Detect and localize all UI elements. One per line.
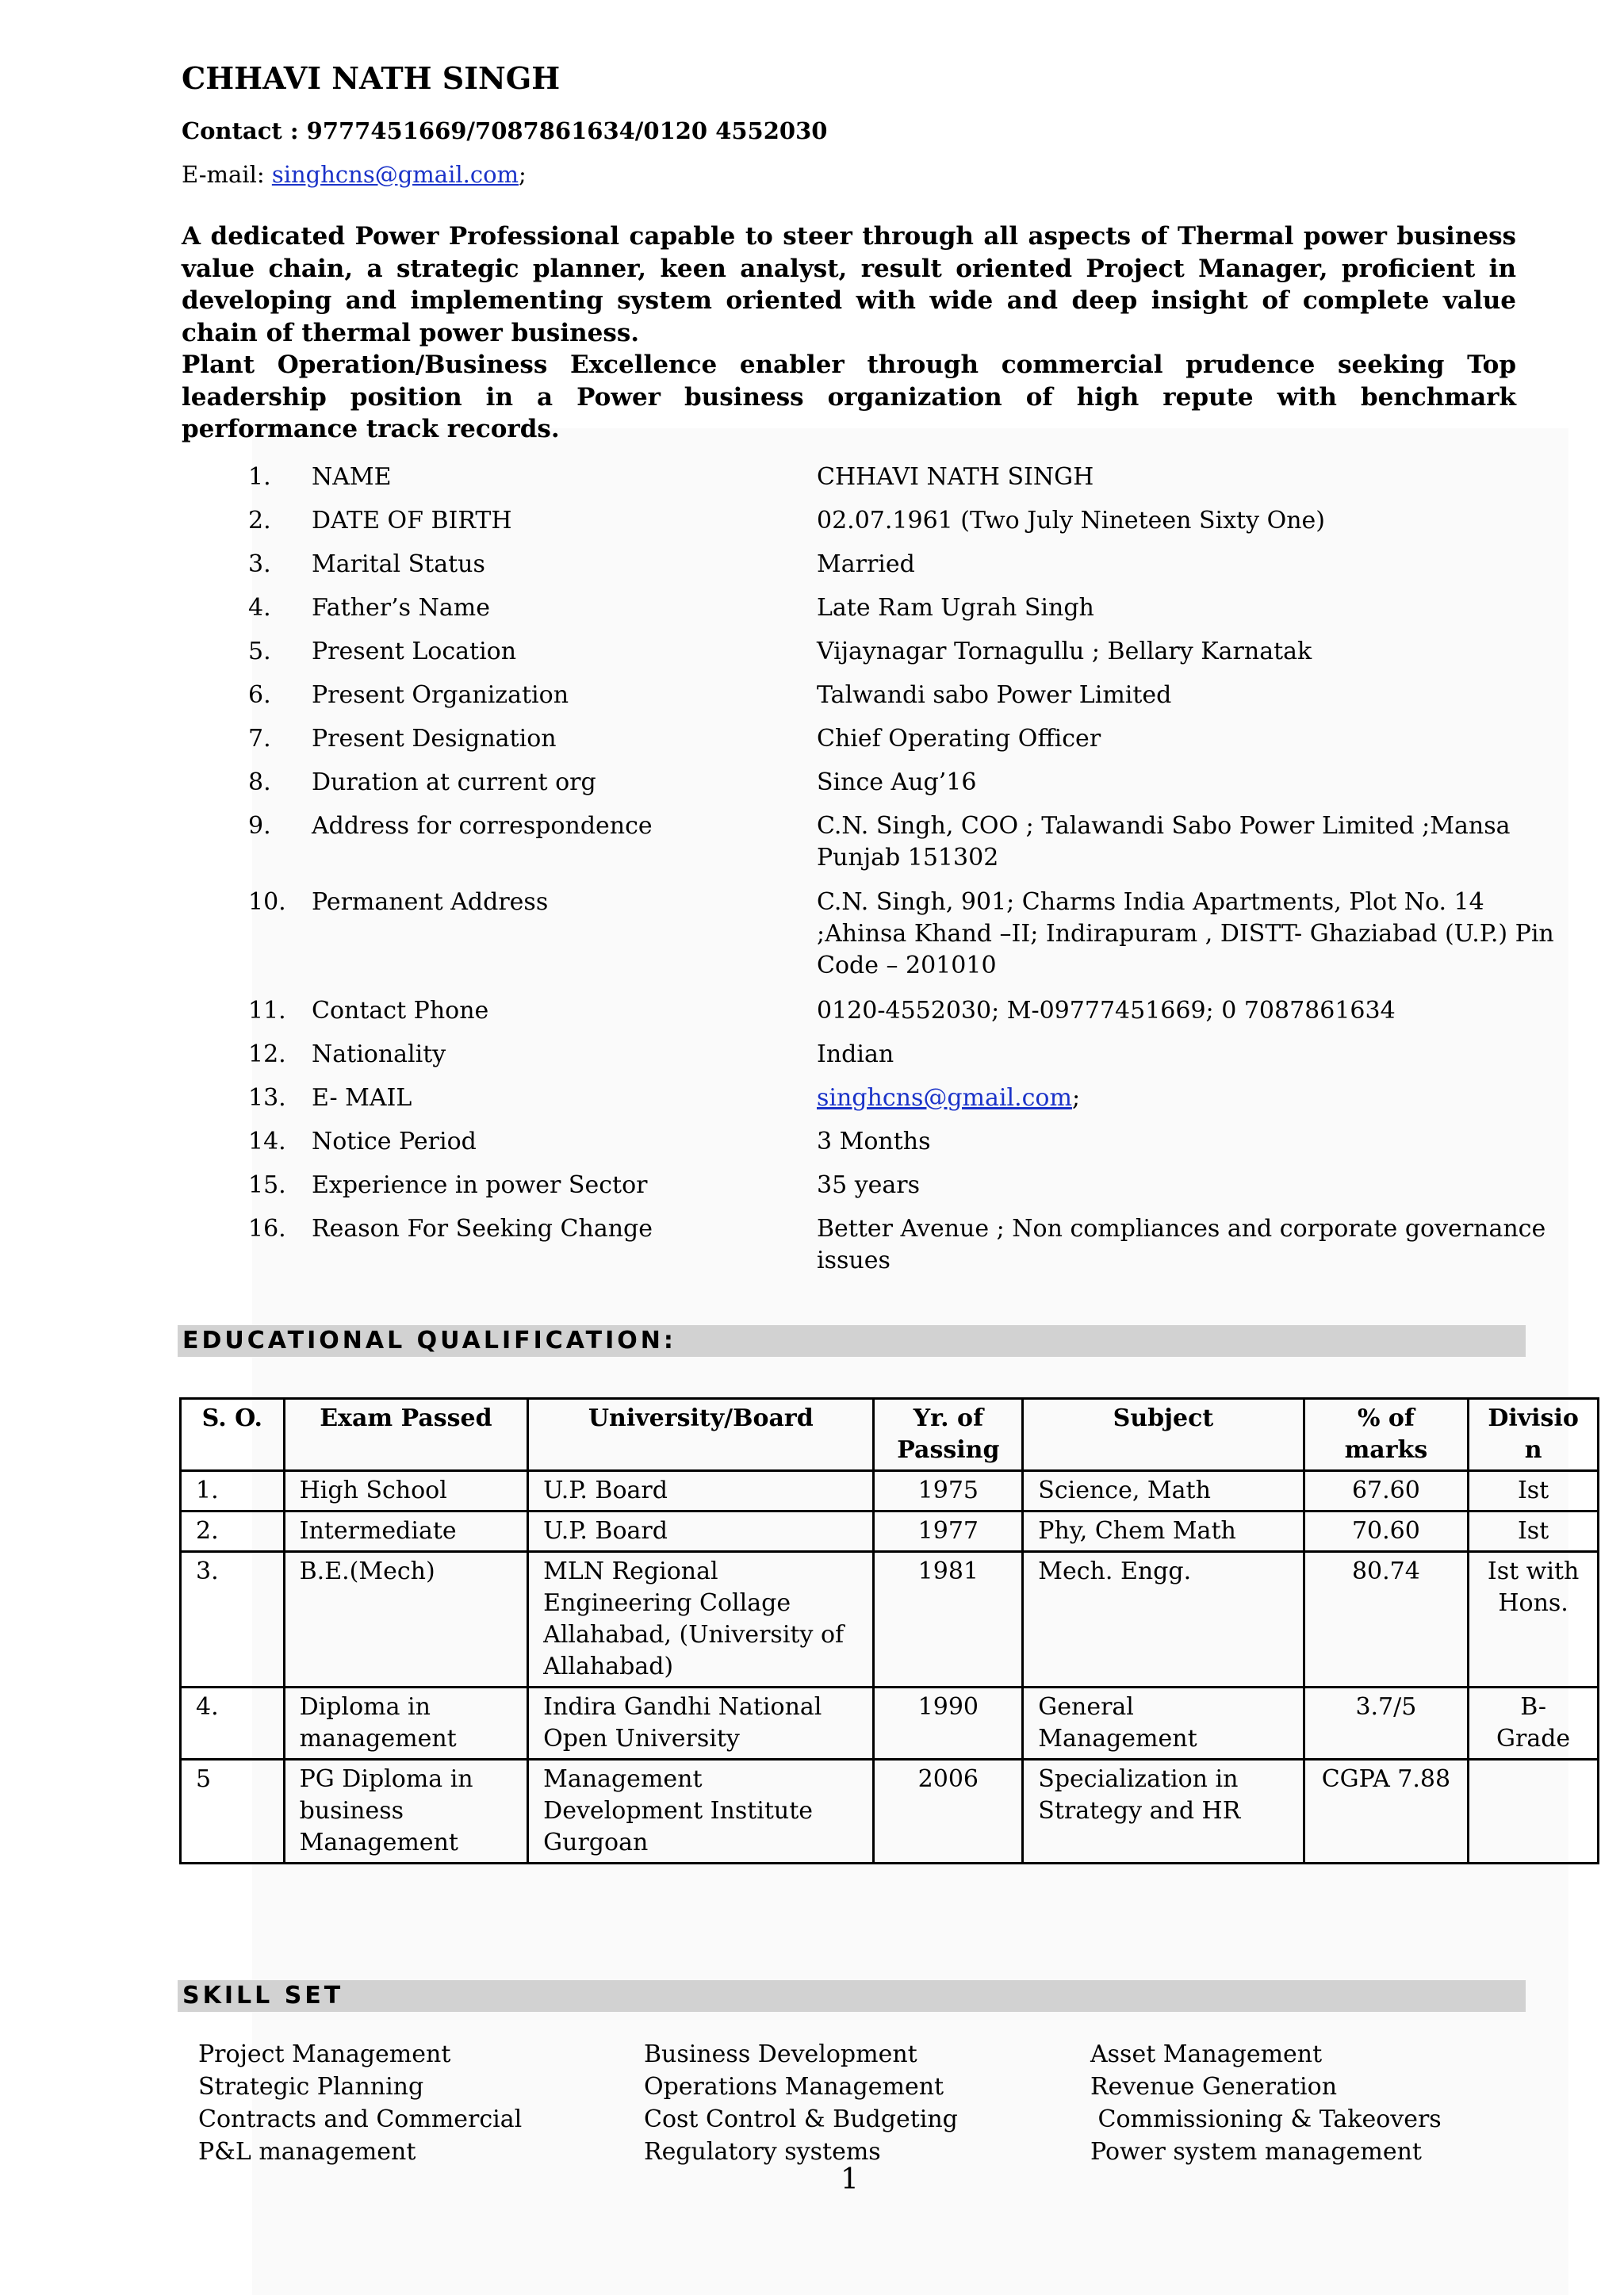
detail-number: 6. bbox=[248, 681, 271, 709]
detail-label: Reason For Seeking Change bbox=[312, 1215, 653, 1243]
table-cell: 70.60 bbox=[1304, 1511, 1469, 1552]
detail-value bbox=[817, 1082, 1566, 1114]
detail-value: Vijaynagar Tornagullu ; Bellary Karnatak bbox=[817, 638, 1312, 665]
detail-value: C.N. Singh, 901; Charms India Apartments, Plot No. 14 ;Ahinsa Khand –II; Indirapuram , DISTT- Ghaziabad (U.P.) Pin Code – 201010 bbox=[817, 888, 1554, 979]
detail-number: 1. bbox=[248, 463, 271, 491]
education-section-header bbox=[178, 1325, 1526, 1357]
table-row bbox=[181, 1760, 1599, 1864]
detail-value: Since Aug’16 bbox=[817, 768, 977, 796]
column-header: University/Board bbox=[528, 1399, 874, 1471]
skill-column bbox=[644, 2038, 958, 2168]
detail-number: 8. bbox=[248, 768, 271, 796]
education-table bbox=[179, 1397, 1599, 1864]
skill-item: Business Development bbox=[644, 2040, 917, 2068]
skill-item: Cost Control & Budgeting bbox=[644, 2105, 958, 2133]
detail-value: Better Avenue ; Non compliances and corporate governance issues bbox=[817, 1215, 1546, 1274]
detail-label: Experience in power Sector bbox=[312, 1171, 648, 1199]
detail-number: 9. bbox=[248, 812, 271, 840]
skill-item: Contracts and Commercial bbox=[198, 2105, 523, 2133]
detail-label: Marital Status bbox=[312, 550, 485, 578]
skill-column bbox=[1090, 2038, 1442, 2168]
table-cell: 3. bbox=[181, 1552, 285, 1688]
table-cell: 4. bbox=[181, 1688, 285, 1760]
table-cell: 1981 bbox=[874, 1552, 1023, 1688]
detail-value: 3 Months bbox=[817, 1128, 931, 1155]
skill-item: Power system management bbox=[1090, 2138, 1422, 2166]
table-cell: Management Development Institute Gurgoan bbox=[528, 1760, 874, 1864]
detail-value: Late Ram Ugrah Singh bbox=[817, 594, 1094, 622]
page-number: 1 bbox=[841, 2163, 859, 2196]
column-header: S. O. bbox=[181, 1399, 285, 1471]
table-cell: 2. bbox=[181, 1511, 285, 1552]
detail-value: 0120-4552030; M-09777451669; 0 7087861634 bbox=[817, 997, 1396, 1025]
table-cell: 2006 bbox=[874, 1760, 1023, 1864]
table-cell: 1975 bbox=[874, 1471, 1023, 1511]
table-cell: U.P. Board bbox=[528, 1471, 874, 1511]
email-link[interactable]: singhcns@gmail.com bbox=[817, 1084, 1072, 1112]
table-cell: U.P. Board bbox=[528, 1511, 874, 1552]
column-header: Subject bbox=[1023, 1399, 1304, 1471]
detail-value: Talwandi sabo Power Limited bbox=[817, 681, 1172, 709]
table-row bbox=[181, 1511, 1599, 1552]
skill-item: Strategic Planning bbox=[198, 2073, 424, 2101]
detail-number: 14. bbox=[248, 1128, 286, 1155]
table-row bbox=[181, 1688, 1599, 1760]
detail-number: 2. bbox=[248, 507, 271, 534]
summary-paragraph-1: A dedicated Power Professional capable to steer through all aspects of Thermal power business value chain, a strategic planner, keen analyst, result oriented Project Manager, proficient in developing and implementing system oriented with wide and deep insight of complete value chain of thermal power business. bbox=[182, 222, 1516, 347]
detail-label: Present Location bbox=[312, 638, 517, 665]
detail-label: Father’s Name bbox=[312, 594, 490, 622]
email-line bbox=[182, 161, 527, 188]
table-cell: Intermediate bbox=[284, 1511, 528, 1552]
detail-number: 7. bbox=[248, 725, 271, 753]
detail-number: 11. bbox=[248, 997, 286, 1025]
skill-item: Project Management bbox=[198, 2040, 451, 2068]
detail-label: Present Organization bbox=[312, 681, 569, 709]
table-header-row bbox=[181, 1399, 1599, 1471]
table-cell: MLN Regional Engineering Collage Allahabad, (University of Allahabad) bbox=[528, 1552, 874, 1688]
table-cell: High School bbox=[284, 1471, 528, 1511]
email-label: E-mail: bbox=[182, 161, 272, 188]
table-cell: Diploma in management bbox=[284, 1688, 528, 1760]
table-cell bbox=[1469, 1760, 1599, 1864]
table-cell: 1977 bbox=[874, 1511, 1023, 1552]
detail-label: Permanent Address bbox=[312, 888, 549, 916]
detail-value: CHHAVI NATH SINGH bbox=[817, 463, 1094, 491]
detail-number: 15. bbox=[248, 1171, 286, 1199]
table-cell: PG Diploma in business Management bbox=[284, 1760, 528, 1864]
profile-summary bbox=[182, 220, 1516, 446]
column-header: Division bbox=[1469, 1399, 1599, 1471]
table-cell: 80.74 bbox=[1304, 1552, 1469, 1688]
table-row bbox=[181, 1471, 1599, 1511]
detail-value: Chief Operating Officer bbox=[817, 725, 1101, 753]
detail-number: 12. bbox=[248, 1040, 286, 1068]
detail-label: Address for correspondence bbox=[312, 812, 653, 840]
detail-label: Present Designation bbox=[312, 725, 557, 753]
detail-label: E- MAIL bbox=[312, 1084, 412, 1112]
table-cell: Mech. Engg. bbox=[1023, 1552, 1304, 1688]
table-cell: Indira Gandhi National Open University bbox=[528, 1688, 874, 1760]
skill-item: Regulatory systems bbox=[644, 2138, 881, 2166]
section-title: EDUCATIONAL QUALIFICATION: bbox=[182, 1327, 676, 1354]
column-header: Yr. of Passing bbox=[874, 1399, 1023, 1471]
table-cell: Phy, Chem Math bbox=[1023, 1511, 1304, 1552]
detail-number: 16. bbox=[248, 1215, 286, 1243]
table-cell: CGPA 7.88 bbox=[1304, 1760, 1469, 1864]
table-row bbox=[181, 1552, 1599, 1688]
skill-column bbox=[198, 2038, 522, 2168]
detail-value: Married bbox=[817, 550, 915, 578]
table-cell: Ist bbox=[1469, 1511, 1599, 1552]
skill-item: Revenue Generation bbox=[1090, 2073, 1338, 2101]
table-cell: B.E.(Mech) bbox=[284, 1552, 528, 1688]
detail-label: Nationality bbox=[312, 1040, 446, 1068]
contact-line: Contact : 9777451669/7087861634/0120 4552030 bbox=[182, 117, 828, 144]
skill-item: P&L management bbox=[198, 2138, 416, 2166]
section-title: SKILL SET bbox=[182, 1982, 344, 2010]
skill-item: Operations Management bbox=[644, 2073, 944, 2101]
detail-value: 35 years bbox=[817, 1171, 921, 1199]
table-cell: 5 bbox=[181, 1760, 285, 1864]
detail-value: Indian bbox=[817, 1040, 894, 1068]
table-cell: Science, Math bbox=[1023, 1471, 1304, 1511]
detail-number: 5. bbox=[248, 638, 271, 665]
detail-number: 4. bbox=[248, 594, 271, 622]
table-cell: 1. bbox=[181, 1471, 285, 1511]
table-cell: 1990 bbox=[874, 1688, 1023, 1760]
column-header: % of marks bbox=[1304, 1399, 1469, 1471]
detail-label: Contact Phone bbox=[312, 997, 489, 1025]
detail-label: Notice Period bbox=[312, 1128, 477, 1155]
detail-value: 02.07.1961 (Two July Nineteen Sixty One) bbox=[817, 507, 1325, 534]
table-cell: Ist with Hons. bbox=[1469, 1552, 1599, 1688]
table-cell: Specialization in Strategy and HR bbox=[1023, 1760, 1304, 1864]
skill-item: Commissioning & Takeovers bbox=[1090, 2105, 1442, 2133]
table-cell: 67.60 bbox=[1304, 1471, 1469, 1511]
column-header: Exam Passed bbox=[284, 1399, 528, 1471]
detail-value: C.N. Singh, COO ; Talawandi Sabo Power Limited ;Mansa Punjab 151302 bbox=[817, 812, 1511, 872]
table-cell: General Management bbox=[1023, 1688, 1304, 1760]
email-suffix: ; bbox=[519, 161, 527, 188]
detail-label: Duration at current org bbox=[312, 768, 596, 796]
detail-number: 10. bbox=[248, 888, 286, 916]
detail-number: 3. bbox=[248, 550, 271, 578]
table-cell: 3.7/5 bbox=[1304, 1688, 1469, 1760]
detail-label: DATE OF BIRTH bbox=[312, 507, 512, 534]
table-cell: B-Grade bbox=[1469, 1688, 1599, 1760]
detail-label: NAME bbox=[312, 463, 392, 491]
skill-item: Asset Management bbox=[1090, 2040, 1323, 2068]
table-cell: Ist bbox=[1469, 1471, 1599, 1511]
detail-number: 13. bbox=[248, 1084, 286, 1112]
summary-paragraph-2: Plant Operation/Business Excellence enabler through commercial prudence seeking Top leadership position in a Power business organization of high repute with benchmark performance track records. bbox=[182, 351, 1516, 443]
skills-section-header bbox=[178, 1980, 1526, 2012]
email-link[interactable]: singhcns@gmail.com bbox=[271, 161, 519, 188]
email-suffix: ; bbox=[1071, 1084, 1081, 1112]
candidate-name: CHHAVI NATH SINGH bbox=[182, 60, 561, 96]
